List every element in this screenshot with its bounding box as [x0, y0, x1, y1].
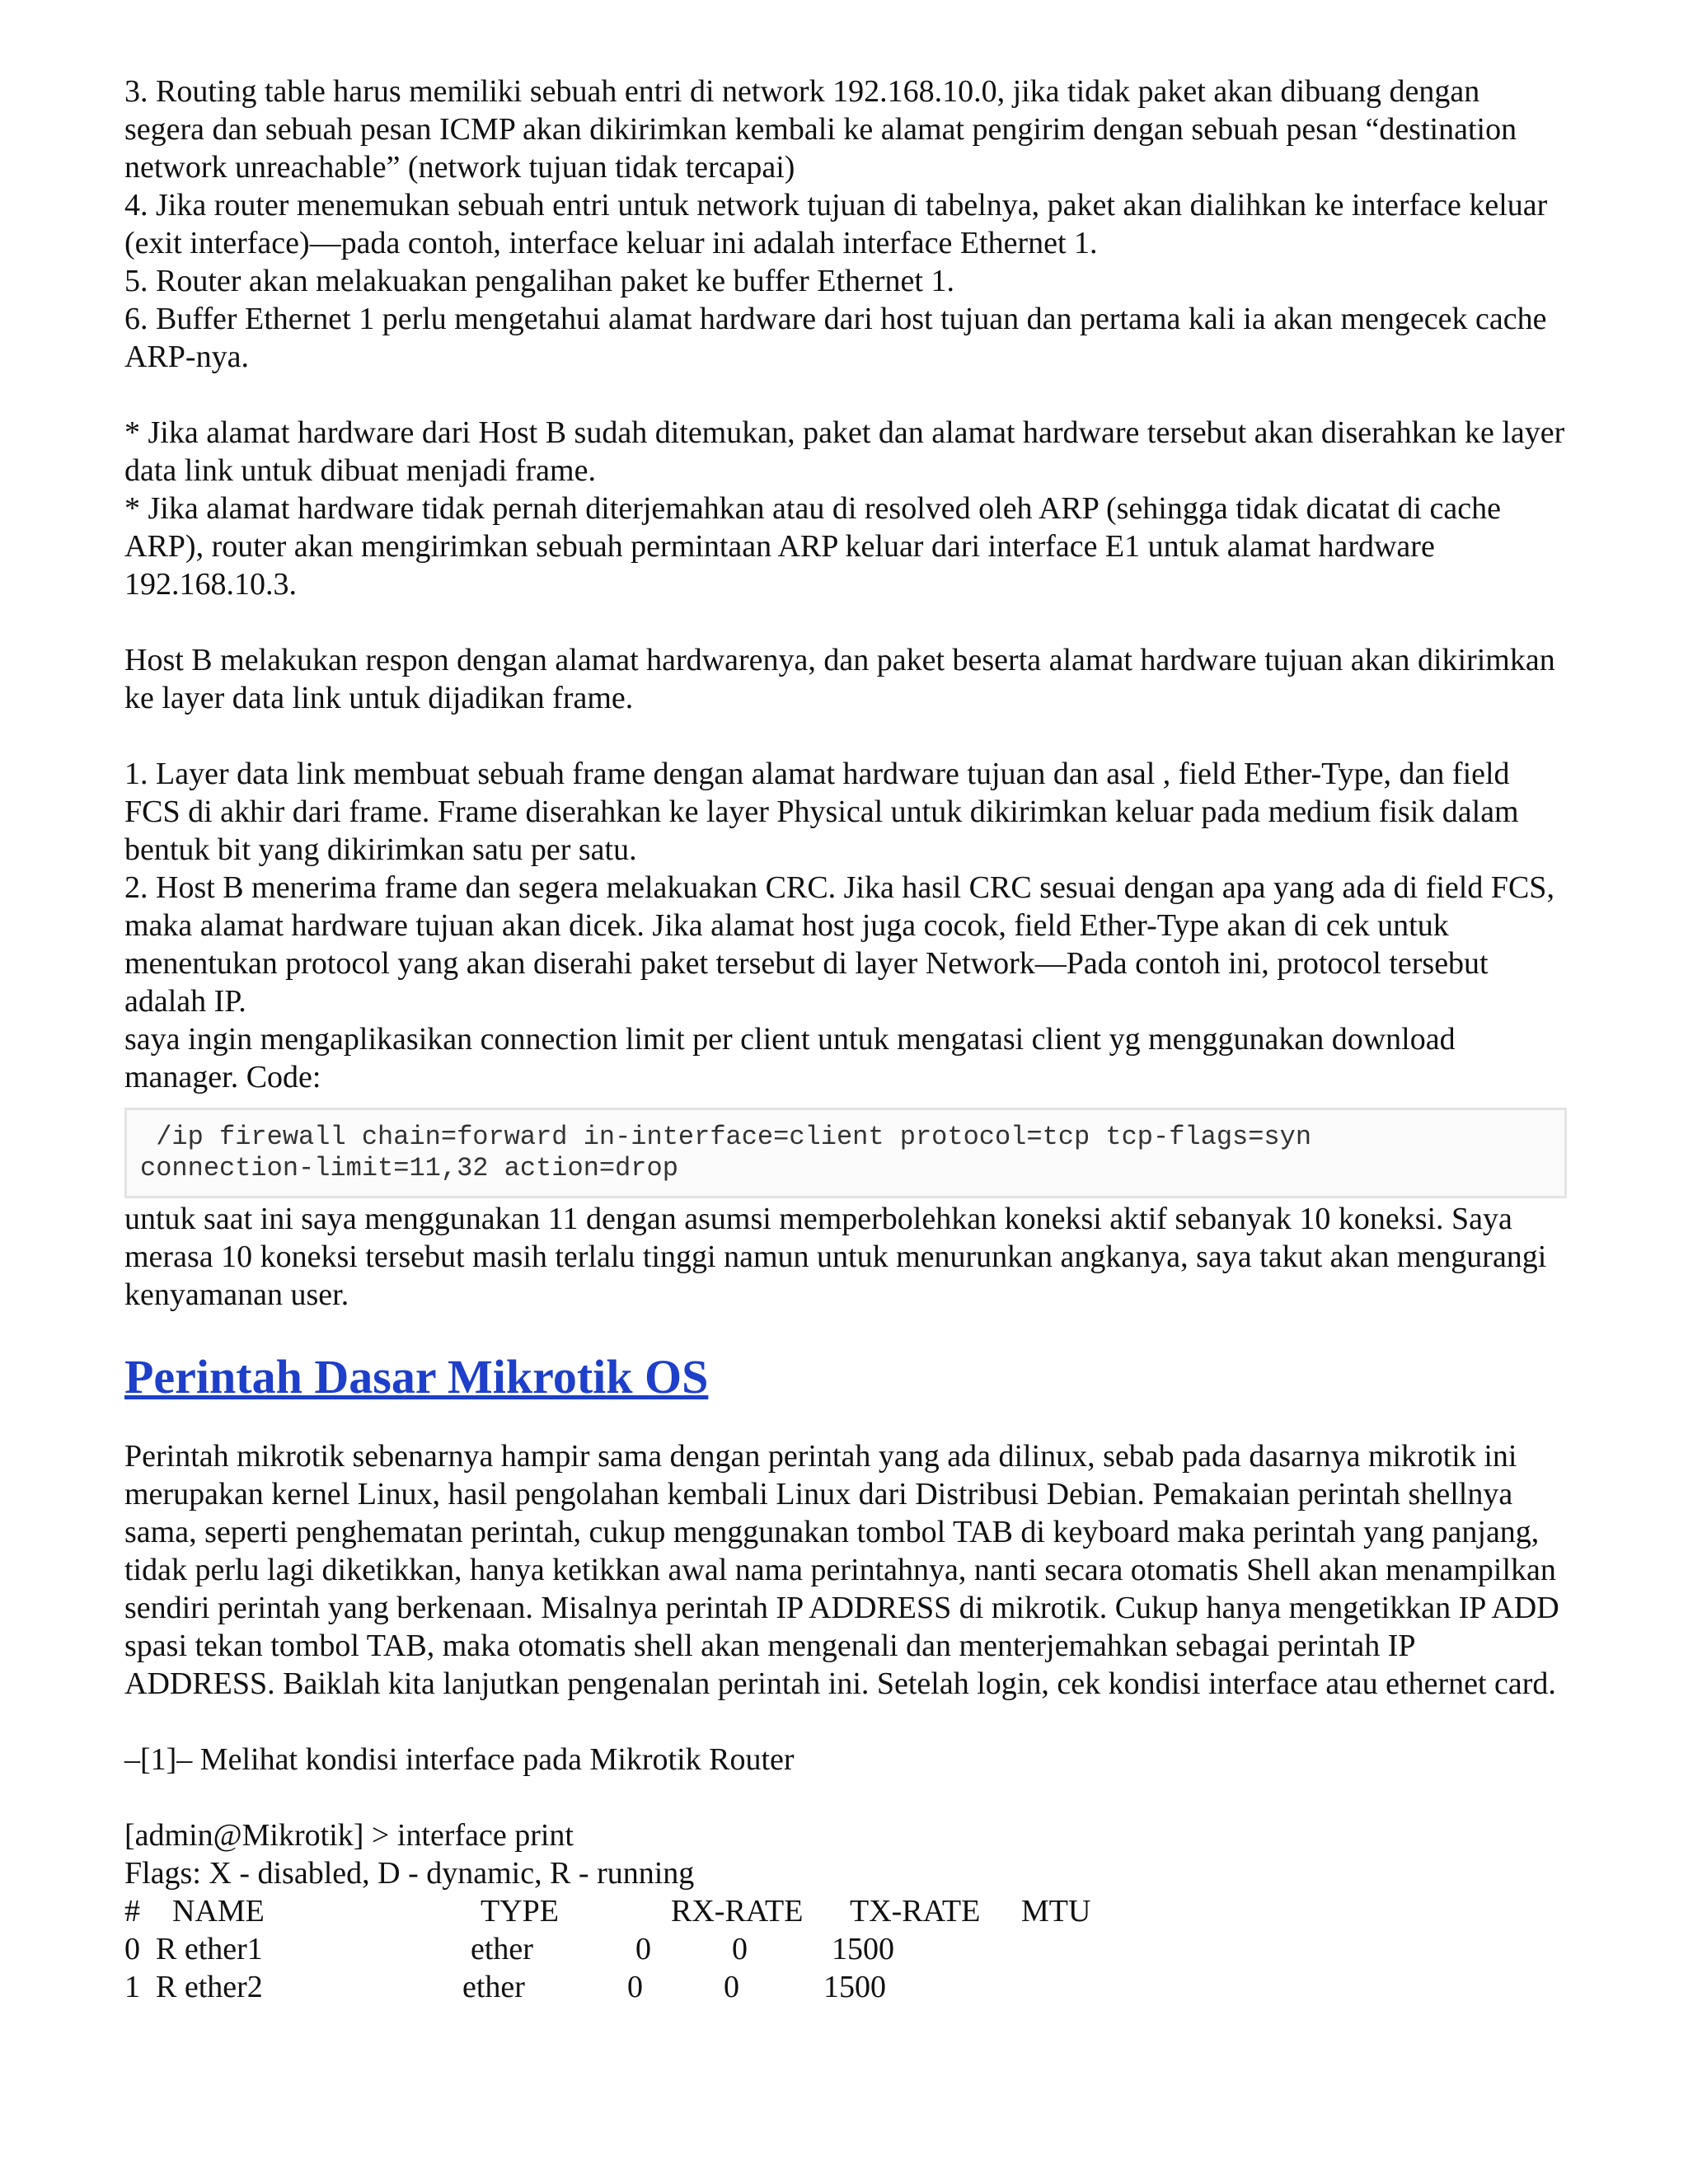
row-1-type: ether	[462, 1970, 525, 2004]
row-1-rx-rate: 0	[627, 1970, 643, 2004]
row-1-tx-rate: 0	[724, 1970, 739, 2004]
data-link-steps	[124, 755, 1567, 1096]
row-1-name: R ether2	[156, 1970, 263, 2004]
host-b-paragraph: Host B melakukan respon dengan alamat hardwarenya, dan paket beserta alamat hardware tujuan akan dikirimkan ke layer data link untuk dijadikan frame.	[124, 643, 1555, 715]
row-0-rx-rate: 0	[635, 1932, 651, 1966]
header-index: #	[124, 1894, 140, 1929]
header-name: NAME	[172, 1894, 265, 1929]
row-0-tx-rate: 0	[732, 1932, 748, 1966]
intro-paragraph: Perintah mikrotik sebenarnya hampir sama dengan perintah yang ada dilinux, sebab pada dasarnya mikrotik ini merupakan kernel Linux, hasil pengolahan kembali Linux dari Distribusi Debian. Pemakaian perintah shellnya sama, seperti penghematan perintah, cukup menggunakan tombol TAB di keyboard maka perintah yang panjang, tidak perlu lagi diketikkan, hanya ketikkan awal nama perintahnya, nanti secara otomatis Shell akan menampilkan sendiri perintah yang berkenaan. Misalnya perintah IP ADDRESS di mikrotik. Cukup hanya mengetikkan IP ADD spasi tekan tombol TAB, maka otomatis shell akan mengenali dan menterjemahkan sebagai perintah IP ADDRESS. Baiklah kita lanjutkan pengenalan perintah ini. Setelah login, cek kondisi interface atau ethernet card.	[124, 1439, 1559, 1701]
heading-link[interactable]: Perintah Dasar Mikrotik OS	[124, 1350, 709, 1404]
header-rx-rate: RX-RATE	[671, 1894, 804, 1929]
code-line-2: connection-limit=11,32 action=drop	[140, 1153, 678, 1183]
header-tx-rate: TX-RATE	[850, 1894, 981, 1929]
routing-step-5: 5. Router akan melakuakan pengalihan paket ke buffer Ethernet 1.	[124, 264, 954, 298]
routing-step-3: 3. Routing table harus memiliki sebuah entri di network 192.168.10.0, jika tidak paket akan dibuang dengan segera dan sebuah pesan ICMP akan dikirimkan kembali ke alamat pengirim dengan sebuah pesan “destination network unreachable” (network tujuan tidak tercapai)	[124, 74, 1517, 185]
terminal-output	[124, 1816, 1567, 2006]
after-code-paragraph: untuk saat ini saya menggunakan 11 dengan asumsi memperbolehkan koneksi aktif sebanyak 10 koneksi. Saya merasa 10 koneksi tersebut masih terlalu tinggi namun untuk menurunkan angkanya, saya takut akan mengurangi kenyamanan user.	[124, 1202, 1547, 1312]
header-mtu: MTU	[1021, 1894, 1091, 1929]
row-0-mtu: 1500	[832, 1932, 894, 1966]
table-header-row	[124, 1892, 1567, 1930]
terminal-flags: Flags: X - disabled, D - dynamic, R - running	[124, 1856, 695, 1891]
section-heading	[124, 1350, 1567, 1404]
row-0-index: 0	[124, 1932, 140, 1966]
connection-limit-question: saya ingin mengaplikasikan connection limit per client untuk mengatasi client yg menggunakan download manager. Code:	[124, 1022, 1456, 1094]
terminal-prompt: [admin@Mikrotik] > interface print	[124, 1818, 574, 1853]
row-1-mtu: 1500	[823, 1970, 886, 2004]
arp-bullets	[124, 414, 1567, 603]
table-row	[124, 1930, 1567, 1968]
data-link-step-2: 2. Host B menerima frame dan segera melakuakan CRC. Jika hasil CRC sesuai dengan apa yang ada di field FCS, maka alamat hardware tujuan akan dicek. Jika alamat host juga cocok, field Ether-Type akan di cek untuk menentukan protocol yang akan diserahi paket tersebut di layer Network—Pada contoh ini, protocol tersebut adalah IP.	[124, 870, 1554, 1019]
header-type: TYPE	[481, 1894, 559, 1929]
document-page	[124, 73, 1567, 2006]
data-link-step-1: 1. Layer data link membuat sebuah frame dengan alamat hardware tujuan dan asal , field Ether-Type, dan field FCS di akhir dari frame. Frame diserahkan ke layer Physical untuk dikirimkan keluar pada medium fisik dalam bentuk bit yang dikirimkan satu per satu.	[124, 757, 1519, 867]
code-block	[124, 1108, 1567, 1198]
arp-bullet-not-resolved: * Jika alamat hardware tidak pernah diterjemahkan atau di resolved oleh ARP (sehingga tidak dicatat di cache ARP), router akan mengirimkan sebuah permintaan ARP keluar dari interface E1 untuk alamat hardware 192.168.10.3.	[124, 491, 1501, 602]
arp-bullet-found: * Jika alamat hardware dari Host B sudah ditemukan, paket dan alamat hardware tersebut akan diserahkan ke layer data link untuk dibuat menjadi frame.	[124, 415, 1565, 488]
routing-steps	[124, 73, 1567, 376]
row-0-name: R ether1	[156, 1932, 263, 1966]
routing-step-6: 6. Buffer Ethernet 1 perlu mengetahui alamat hardware dari host tujuan dan pertama kali ia akan mengecek cache ARP-nya.	[124, 302, 1547, 374]
routing-step-4: 4. Jika router menemukan sebuah entri untuk network tujuan di tabelnya, paket akan dialihkan ke interface keluar (exit interface)—pada contoh, interface keluar ini adalah interface Ethernet 1.	[124, 188, 1548, 260]
row-1-index: 1	[124, 1970, 140, 2004]
section-label: –[1]– Melihat kondisi interface pada Mikrotik Router	[124, 1742, 795, 1777]
table-row	[124, 1968, 1567, 2006]
code-line-1: /ip firewall chain=forward in-interface=client protocol=tcp tcp-flags=syn	[140, 1122, 1312, 1152]
row-0-type: ether	[471, 1932, 533, 1966]
